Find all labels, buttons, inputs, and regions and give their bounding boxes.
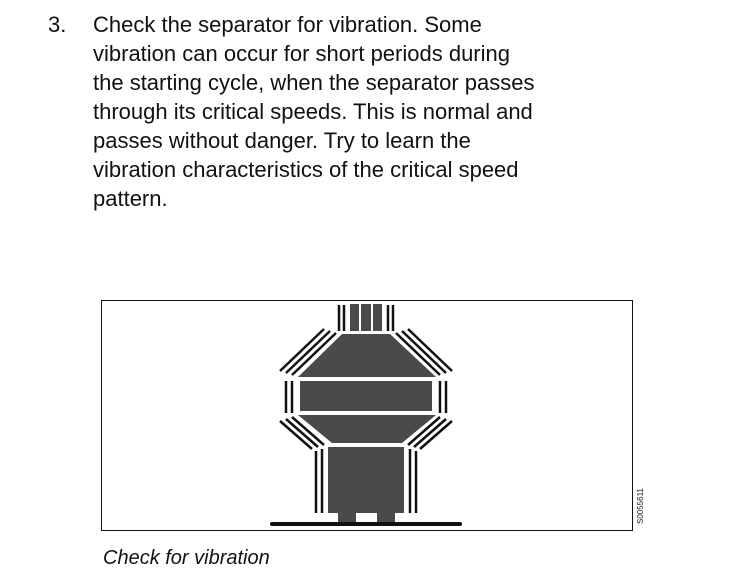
- step-line: the starting cycle, when the separator passes: [93, 70, 535, 95]
- bowl-body: [300, 381, 432, 411]
- figure-code: S0055611: [636, 488, 645, 524]
- separator-illustration: [102, 301, 634, 532]
- step-number: 3.: [48, 12, 67, 37]
- figure-caption: Check for vibration: [103, 547, 270, 569]
- figure-frame: [101, 300, 633, 531]
- step-line: Check the separator for vibration. Some: [93, 12, 482, 37]
- foot: [377, 513, 395, 522]
- step-line: vibration can occur for short periods during: [93, 41, 510, 66]
- frame-pedestal: [328, 447, 404, 513]
- step-line: vibration characteristics of the critical speed: [93, 157, 519, 182]
- spindle: [350, 304, 382, 331]
- step-line: pattern.: [93, 186, 168, 211]
- step-line: through its critical speeds. This is normal and: [93, 99, 533, 124]
- step-line: passes without danger. Try to learn the: [93, 128, 471, 153]
- foot: [338, 513, 356, 522]
- step-paragraph: [93, 10, 613, 213]
